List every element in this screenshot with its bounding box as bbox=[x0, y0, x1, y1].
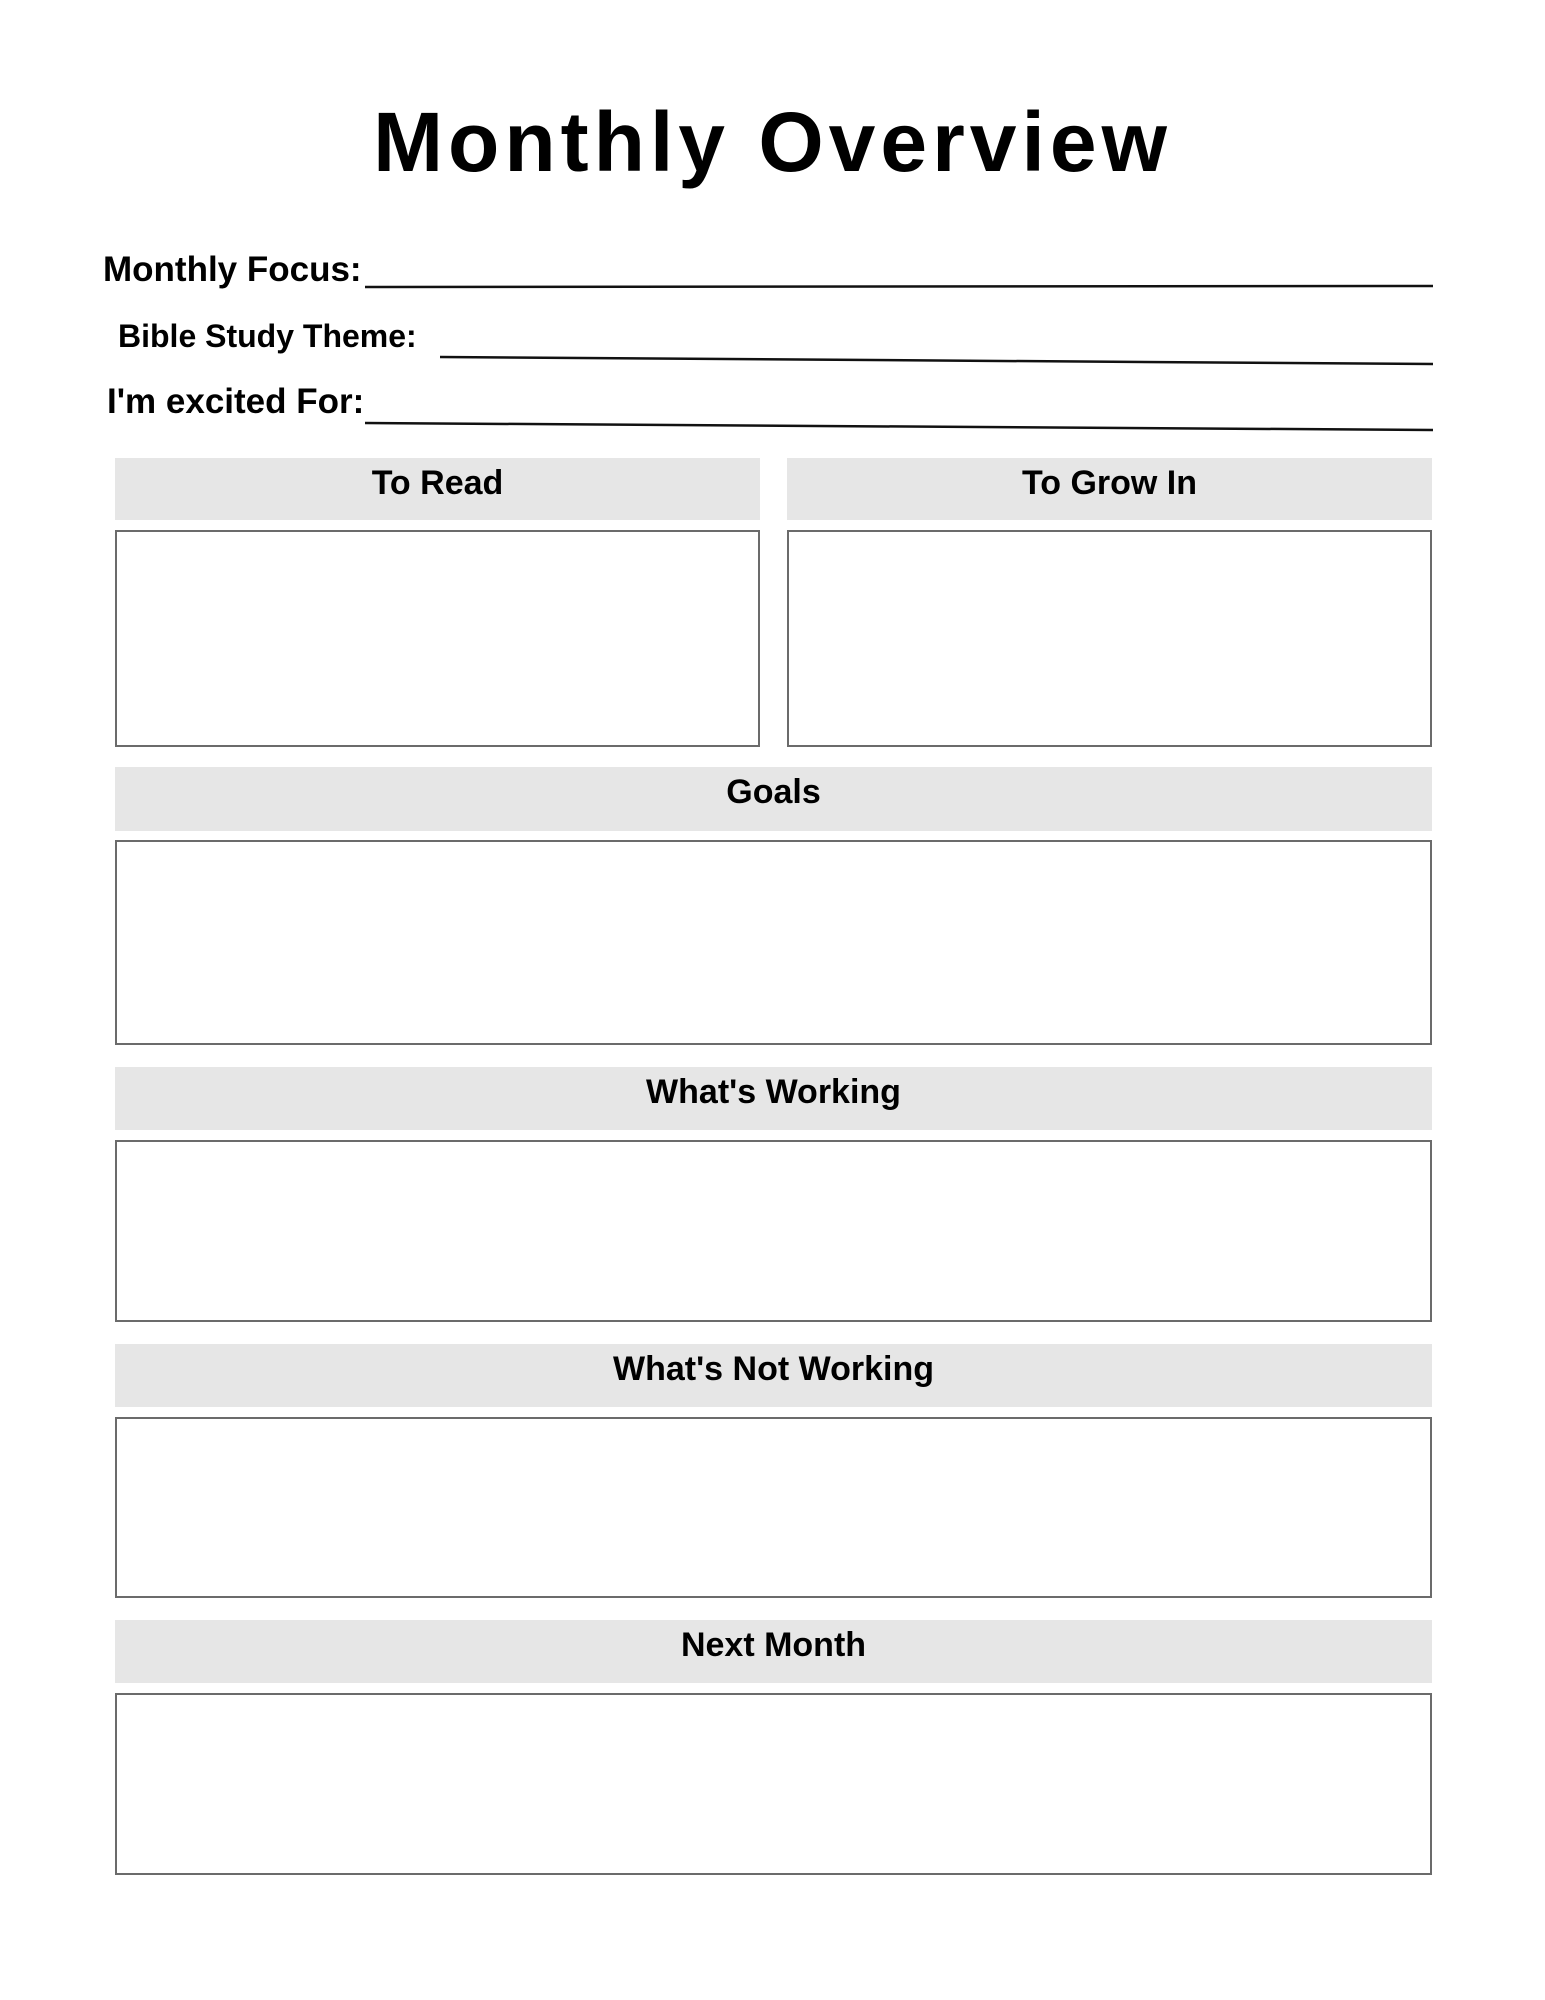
whats-working-header bbox=[115, 1067, 1432, 1130]
goals-box[interactable] bbox=[115, 840, 1432, 1045]
to-read-header bbox=[115, 458, 760, 520]
to-read-label: To Read bbox=[371, 464, 504, 502]
excited-for-line[interactable] bbox=[365, 423, 1433, 430]
goals-label: Goals bbox=[726, 773, 821, 811]
monthly-focus-line[interactable] bbox=[365, 286, 1433, 287]
next-month-header bbox=[115, 1620, 1432, 1683]
bible-study-theme-line[interactable] bbox=[440, 357, 1433, 364]
monthly-focus-label: Monthly Focus: bbox=[103, 250, 362, 289]
to-read-box[interactable] bbox=[115, 530, 760, 747]
excited-for-label: I'm excited For: bbox=[107, 382, 365, 421]
to-grow-in-label: To Grow In bbox=[1021, 464, 1197, 502]
whats-working-box[interactable] bbox=[115, 1140, 1432, 1322]
bible-study-theme-label: Bible Study Theme: bbox=[118, 318, 417, 354]
goals-header bbox=[115, 767, 1432, 831]
next-month-label: Next Month bbox=[680, 1626, 867, 1664]
to-grow-in-box[interactable] bbox=[787, 530, 1432, 747]
whats-working-label: What's Working bbox=[646, 1073, 901, 1111]
page-title: Monthly Overview bbox=[373, 95, 1172, 189]
whats-not-working-label: What's Not Working bbox=[613, 1350, 934, 1388]
next-month-box[interactable] bbox=[115, 1693, 1432, 1875]
to-grow-in-header bbox=[787, 458, 1432, 520]
whats-not-working-header bbox=[115, 1344, 1432, 1407]
whats-not-working-box[interactable] bbox=[115, 1417, 1432, 1598]
